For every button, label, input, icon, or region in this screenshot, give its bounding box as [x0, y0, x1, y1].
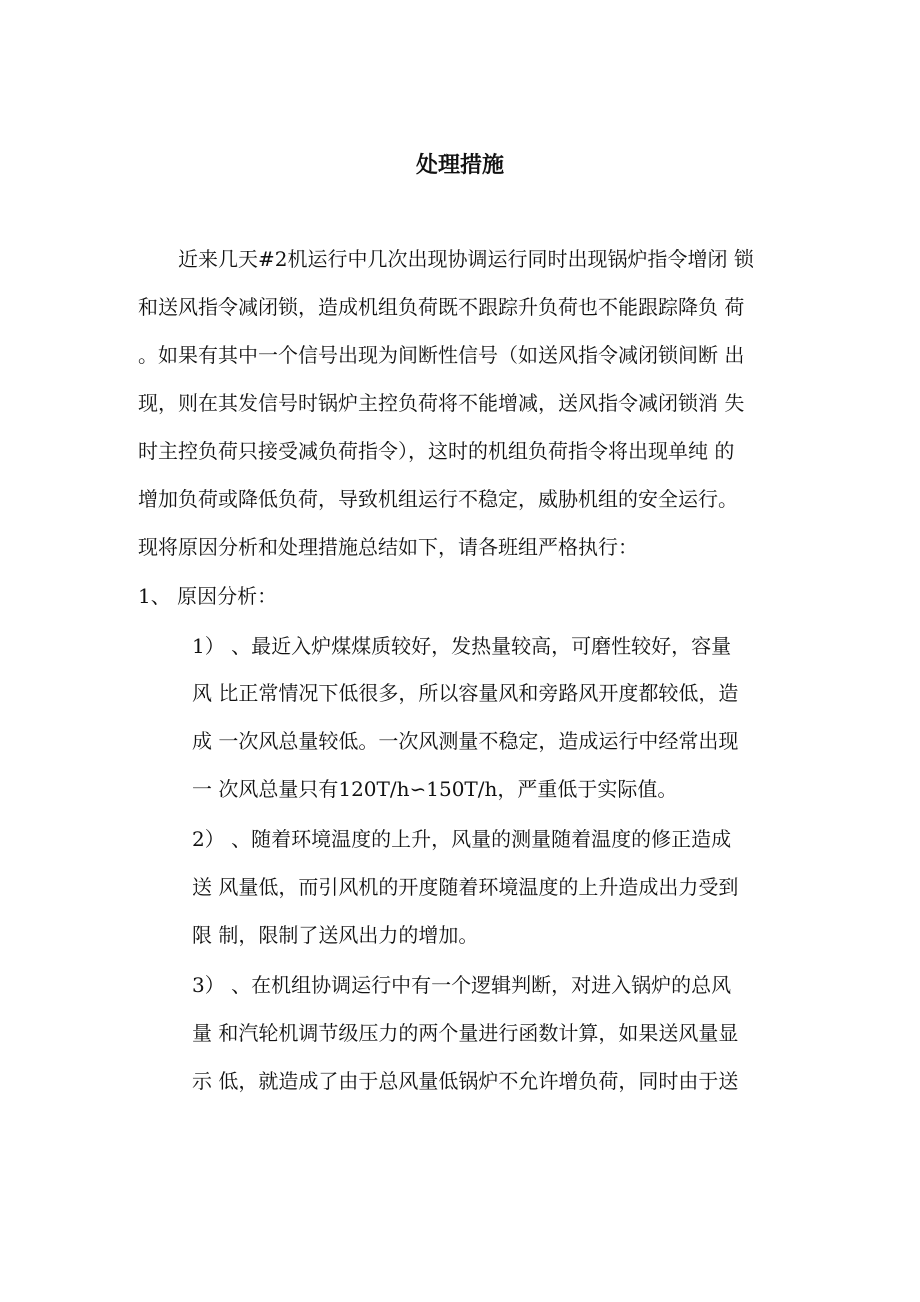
item-1-line: 风 比正常情况下低很多，所以容量风和旁路风开度都较低，造 [192, 681, 739, 705]
intro-line: 现将原因分析和处理措施总结如下，请各班组严格执行： [138, 535, 638, 559]
item-3-line: 量 和汽轮机调节级压力的两个量进行函数计算，如果送风量显 [192, 1021, 739, 1045]
item-3-line: 示 低，就造成了由于总风量低锅炉不允许增负荷，同时由于送 [192, 1069, 739, 1093]
intro-line: 近来几天#2机运行中几次出现协调运行同时出现锅炉指令增闭 锁 [178, 247, 754, 271]
item-2-line: 送 风量低，而引风机的开度随着环境温度的上升造成出力受到 [192, 875, 739, 899]
item-1-line: 成 一次风总量较低。一次风测量不稳定，造成运行中经常出现 [192, 729, 739, 753]
item-1-line: 1） 、最近入炉煤煤质较好，发热量较高，可磨性较好，容量 [192, 634, 732, 658]
intro-line: 现，则在其发信号时锅炉主控负荷将不能增减，送风指令减闭锁消 失 [138, 391, 745, 415]
item-1-line: 一 次风总量只有120T/h∽150T/h，严重低于实际值。 [192, 777, 678, 801]
item-3-line: 3） 、在机组协调运行中有一个逻辑判断，对进入锅炉的总风 [192, 973, 732, 997]
section-heading: 1、 原因分析： [138, 584, 278, 608]
intro-line: 增加负荷或降低负荷，导致机组运行不稳定，威胁机组的安全运行。 [138, 487, 738, 511]
item-2-line: 2） 、随着环境温度的上升，风量的测量随着温度的修正造成 [192, 827, 732, 851]
page-title: 处理措施 [415, 153, 504, 178]
intro-line: 。如果有其中一个信号出现为间断性信号（如送风指令减闭锁间断 出 [138, 343, 745, 367]
item-2-line: 限 制，限制了送风出力的增加。 [192, 923, 479, 947]
intro-line: 时主控负荷只接受减负荷指令），这时的机组负荷指令将出现单纯 的 [138, 439, 735, 463]
intro-line: 和送风指令减闭锁，造成机组负荷既不跟踪升负荷也不能跟踪降负 荷 [138, 295, 745, 319]
